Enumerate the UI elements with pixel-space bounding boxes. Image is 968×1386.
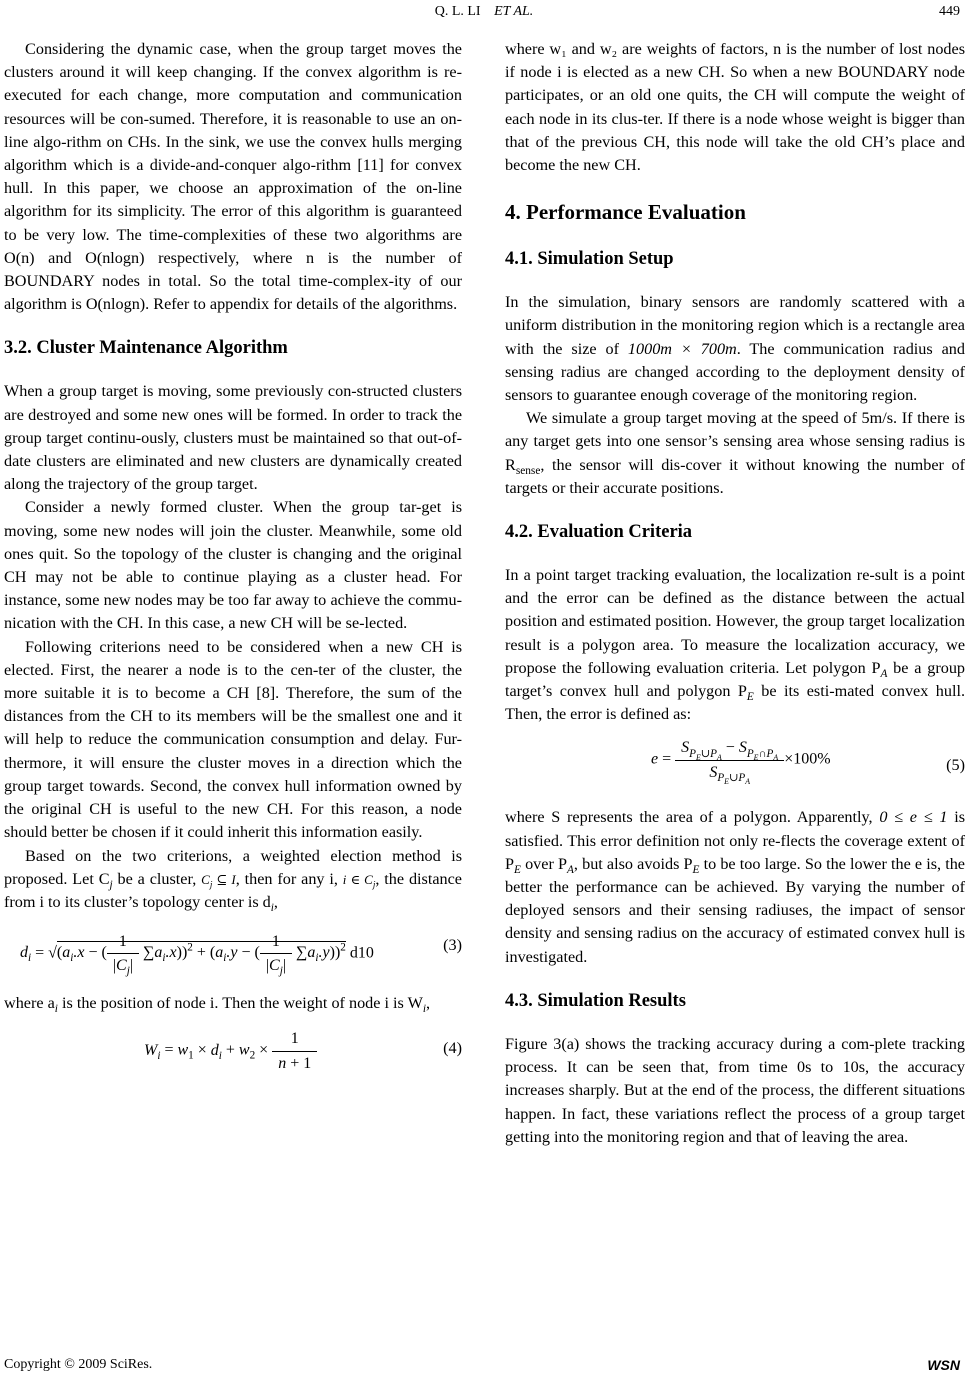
section-heading-4-1: 4.1. Simulation Setup	[505, 249, 674, 270]
paragraph-weighted-election: Based on the two criterions, a weighted election method is proposed. Let $C_j$ be a cluster, $C_j$ ⊆ I, then for any i, i ∈ $C_j$, the distance from i to its cluster’s topology center is $d_i$,	[4, 846, 462, 915]
paragraph-criterions: Following criterions need to be considered when a new CH is elected. First, the nearer a node is to the cen-ter of the cluster, the more suitable it is to become a CH [8]. Therefore, the sum of the distances from the CH to its members will be the smallest one and it will help to reduce the communication consumption and delay. Fur-thermore, it will ensure the cluster moves in a direction which the group target towards. Second, the convex hull information owned by the original CH is useful to the new CH. For this reason, a node should better be chosen if it could inherit this information easily.	[4, 637, 462, 842]
section-heading-3-2: 3.2. Cluster Maintenance Algorithm	[4, 338, 288, 359]
page-number: 449	[939, 4, 960, 19]
section-heading-4: 4. Performance Evaluation	[505, 200, 746, 225]
equation-4-body: $W_i = w_1 \times d_i + w_2$ × $\frac{1}{n + 1}$	[144, 1027, 317, 1074]
paragraph-convex-online: Considering the dynamic case, when the group target moves the clusters around it will keep changing. If the convex algorithm is re-executed for each change, more computation and communication resources will be con-sumed. Therefore, it is reasonable to use an on-line algo-rithm on CHs. In the sink, we use the convex hulls merging algorithm which is a divide-and-conquer algo-rithm [11] for convex hull. In this paper, we choose an approximation of the on-line algorithm for its simplicity. The error of this algorithm is guaranteed to be very low. The time-complexities of these two algorithms are O(n) and O(nlogn) respectively, where n is the number of BOUNDARY nodes in total. So the total time-complex-ity of our algorithm is O(nlogn). Refer to appendix for details of the algorithms.	[4, 40, 462, 314]
paragraph-evaluation-criteria: In a point target tracking evaluation, the localization re-sult is a point and the error can be defined as the distance between the actual position and estimated position. However, the group target localization result is a polygon area. To measure the localization accuracy, we propose the following evaluation criteria. Let polygon $P_A$ be a group target’s convex hull and polygon $P_E$ be its esti-mated convex hull. Then, the error is defined as:	[505, 566, 966, 724]
right-column	[505, 38, 965, 1149]
section-heading-4-3: 4.3. Simulation Results	[505, 990, 686, 1011]
paragraph-weights-factors: where w₁ and w₂ are weights of factors, n is the number of lost nodes if node i is elected as a new CH. So when a new BOUNDARY node participates, or an old one quits, the CH will compute the weight of each node in its clus-ter. If there is a node whose weight is bigger than that of the previous CH, this node will take the old CH’s place and become the new CH.	[505, 40, 965, 175]
running-header	[0, 4, 968, 20]
equation-3-tail: d10	[349, 944, 374, 962]
left-column	[4, 38, 462, 1085]
equation-5	[505, 730, 965, 806]
equation-4-number: (4)	[443, 1039, 462, 1058]
paragraph-new-cluster: Consider a newly formed cluster. When the group tar-get is moving, some new nodes will join the cluster. Meanwhile, some old ones quit. So the topology of the cluster is changing and the original CH may not be able to continue playing as a cluster head. For instance, some new nodes may be too far away to achieve the commu-nication with the CH. In this case, a new CH will be se-lected.	[4, 498, 462, 633]
equation-5-number: (5)	[946, 756, 965, 775]
footer-copyright: Copyright © 2009 SciRes.	[4, 1357, 153, 1372]
equation-5-body: e = $\frac{S_{P_E\cup P_A} - S_{P_E\cap P_A}}{S_{P_E\cup P_A}}$ ×100%	[651, 736, 831, 783]
equation-3	[4, 920, 462, 986]
header-etal: ET AL.	[494, 4, 534, 19]
paragraph-simulation-setup: In the simulation, binary sensors are randomly scattered with a uniform distribution in the monitoring region which is a rectangle area with the size of 1000m × 700m. The communication radius and sensing radius are changed according to the deployment density of sensors to guarantee enough coverage of the monitoring region.	[505, 293, 965, 405]
equation-4	[4, 1019, 462, 1085]
paragraph-simulation-results: Figure 3(a) shows the tracking accuracy during a com-plete tracking process. It can be seen that, from time 0s to 10s, the accuracy increases sharply. But at the end of the process, the different situations happen. In fact, these variations reflect the process of a group target getting into the monitoring region and that of leaving the area.	[505, 1034, 965, 1146]
footer-journal: WSN	[927, 1357, 960, 1373]
paragraph-weight: where $a_i$ is the position of node i. Then the weight of node i is $W_i$,	[4, 994, 431, 1016]
section-heading-4-2: 4.2. Evaluation Criteria	[505, 522, 693, 543]
paragraph-error-definition: where S represents the area of a polygon. Apparently, 0 ≤ e ≤ 1 is satisfied. This error definition not only re-flects the coverage extent of $P_E$ over $P_A$, but also avoids $P_E$ to be too large. So the lower the e is, the better the performance can be achieved. By varying the number of deployed sensors and their sensing radiuses, the impact of sensor density and sensing radius on the accuracy of estimated convex hull is investigated.	[505, 808, 966, 966]
header-authors: Q. L. LI	[434, 4, 481, 19]
equation-3-number: (3)	[443, 936, 462, 955]
paragraph-cluster-maintenance: When a group target is moving, some previously con-structed clusters are destroyed and some new ones will be formed. In order to track the group target continu-ously, clusters must be maintained so that out-of-date clusters are eliminated and new clusters are dynamically created along the trajectory of the group target.	[4, 382, 462, 494]
equation-3-body: $d_i = √(a_i.x$ − ( $\frac{1}{|C_j|}$ $\sum a_i.x))^2 + (a_i.y$ − ( $\frac{1}{|C_j|}$ $\sum a_i.y))^2$ d10	[20, 930, 374, 977]
paragraph-group-target-speed: We simulate a group target moving at the speed of 5m/s. If there is any target gets into one sensor’s sensing area whose sensing radius is $R_{sense}$, the sensor will dis-cover it without knowing the number of targets or their accurate positions.	[505, 409, 965, 497]
